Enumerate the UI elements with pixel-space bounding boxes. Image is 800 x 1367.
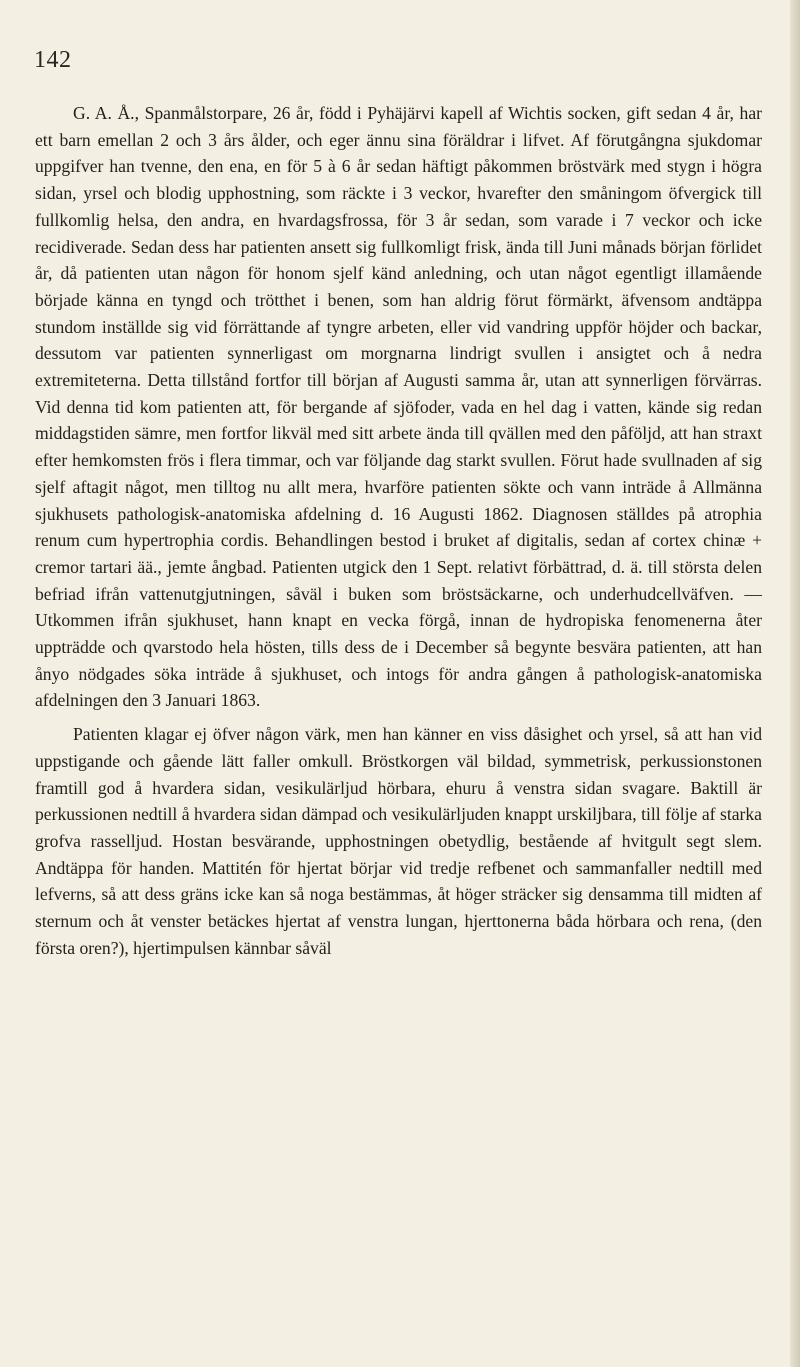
page-number: 142 <box>34 47 72 73</box>
paragraph-examination: Patienten klagar ej öfver någon värk, men han känner en viss dåsighet och yrsel, så att han vid uppstigande och gående lätt faller omkull. Bröstkorgen väl bildad, symmetrisk, perkussionstonen framtill god å hvardera sidan, vesikulärljud hörbara, ehuru å venstra sidan svagare. Baktill är perkussionen nedtill å hvardera sidan dämpad och vesikulärljuden knappt urskiljbara, till följe af starka grofva rasselljud. Hostan besvärande, upphostningen obetydlig, bestående af hvitgult segt slem. Andtäppa för handen. Mattitén för hjertat börjar vid tredje refbenet och sammanfaller nedtill med lefverns, så att dess gräns icke kan så noga bestämmas, åt höger sträcker sig densamma till midten af sternum och åt venster betäckes hjertat af venstra lungan, hjerttonerna båda hörbara och rena, (den första oren?), hjertimpulsen kännbar såväl <box>35 724 762 958</box>
paragraph-case-history: G. A. Å., Spanmålstorpare, 26 år, född i Pyhäjärvi kapell af Wichtis socken, gift sedan 4 år, har ett barn emellan 2 och 3 års ålder, och eger ännu sina föräldrar i lifvet. Af förutgångna sjukdomar uppgifver han tvenne, den ena, en för 5 à 6 år sedan häftigt påkommen bröstvärk med stygn i högra sidan, yrsel och blodig upphostning, som räckte i 3 veckor, hvarefter den småningom öfvergick till fullkomlig helsa, den andra, en hvardagsfrossa, för 3 år sedan, som varade i 7 veckor och icke recidiverade. Sedan dess har patienten ansett sig fullkomligt frisk, ända till Juni månads början förlidet år, då patienten utan någon för honom sjelf känd anledning, och utan något egentligt illamående började känna en tyngd och trötthet i benen, som han aldrig förut förmärkt, äfvensom andtäppa stundom inställde sig vid förrättande af tyngre arbeten, eller vid vandring uppför höjder och backar, dessutom var patienten synnerligast om morgnarna lindrigt svullen i ansigtet och å nedra extremiteterna. Detta tillstånd fortfor till början af Augusti samma år, utan att synnerligen förvärras. Vid denna tid kom patienten att, för bergande af sjöfoder, vada en hel dag i vatten, kände sig redan middagstiden sämre, men fortfor likväl med sitt arbete ända till qvällen med den påföljd, att han straxt efter hemkomsten frös i flera timmar, och var följande dag starkt svullen. Förut hade svullnaden af sig sjelf aftagit något, men tilltog nu allt mera, hvarföre patienten sökte och vann inträde å Allmänna sjukhusets pathologisk-anatomiska afdelning d. 16 Augusti 1862. Diagnosen ställdes på atrophia renum cum hypertrophia cordis. Behandlingen bestod i bruket af digitalis, sedan af cortex chinæ + cremor tartari ää., jemte ångbad. Patienten utgick den 1 Sept. relativt förbättrad, d. ä. till största delen befriad ifrån vattenutgjutningen, såväl i buken som bröstsäckarne, och underhudcellväfven. — Utkommen ifrån sjukhuset, hann knapt en vecka förgå, innan de hydropiska fenomenerna åter uppträdde och qvarstodo hela hösten, tills dess de i December så begynte besvära patienten, att han ånyo nödgades söka inträde å sjukhuset, och intogs för andra gången å pathologisk-anatomiska afdelningen den 3 Januari 1863. <box>35 103 762 711</box>
body-text <box>35 100 762 962</box>
page-edge <box>790 0 800 1367</box>
